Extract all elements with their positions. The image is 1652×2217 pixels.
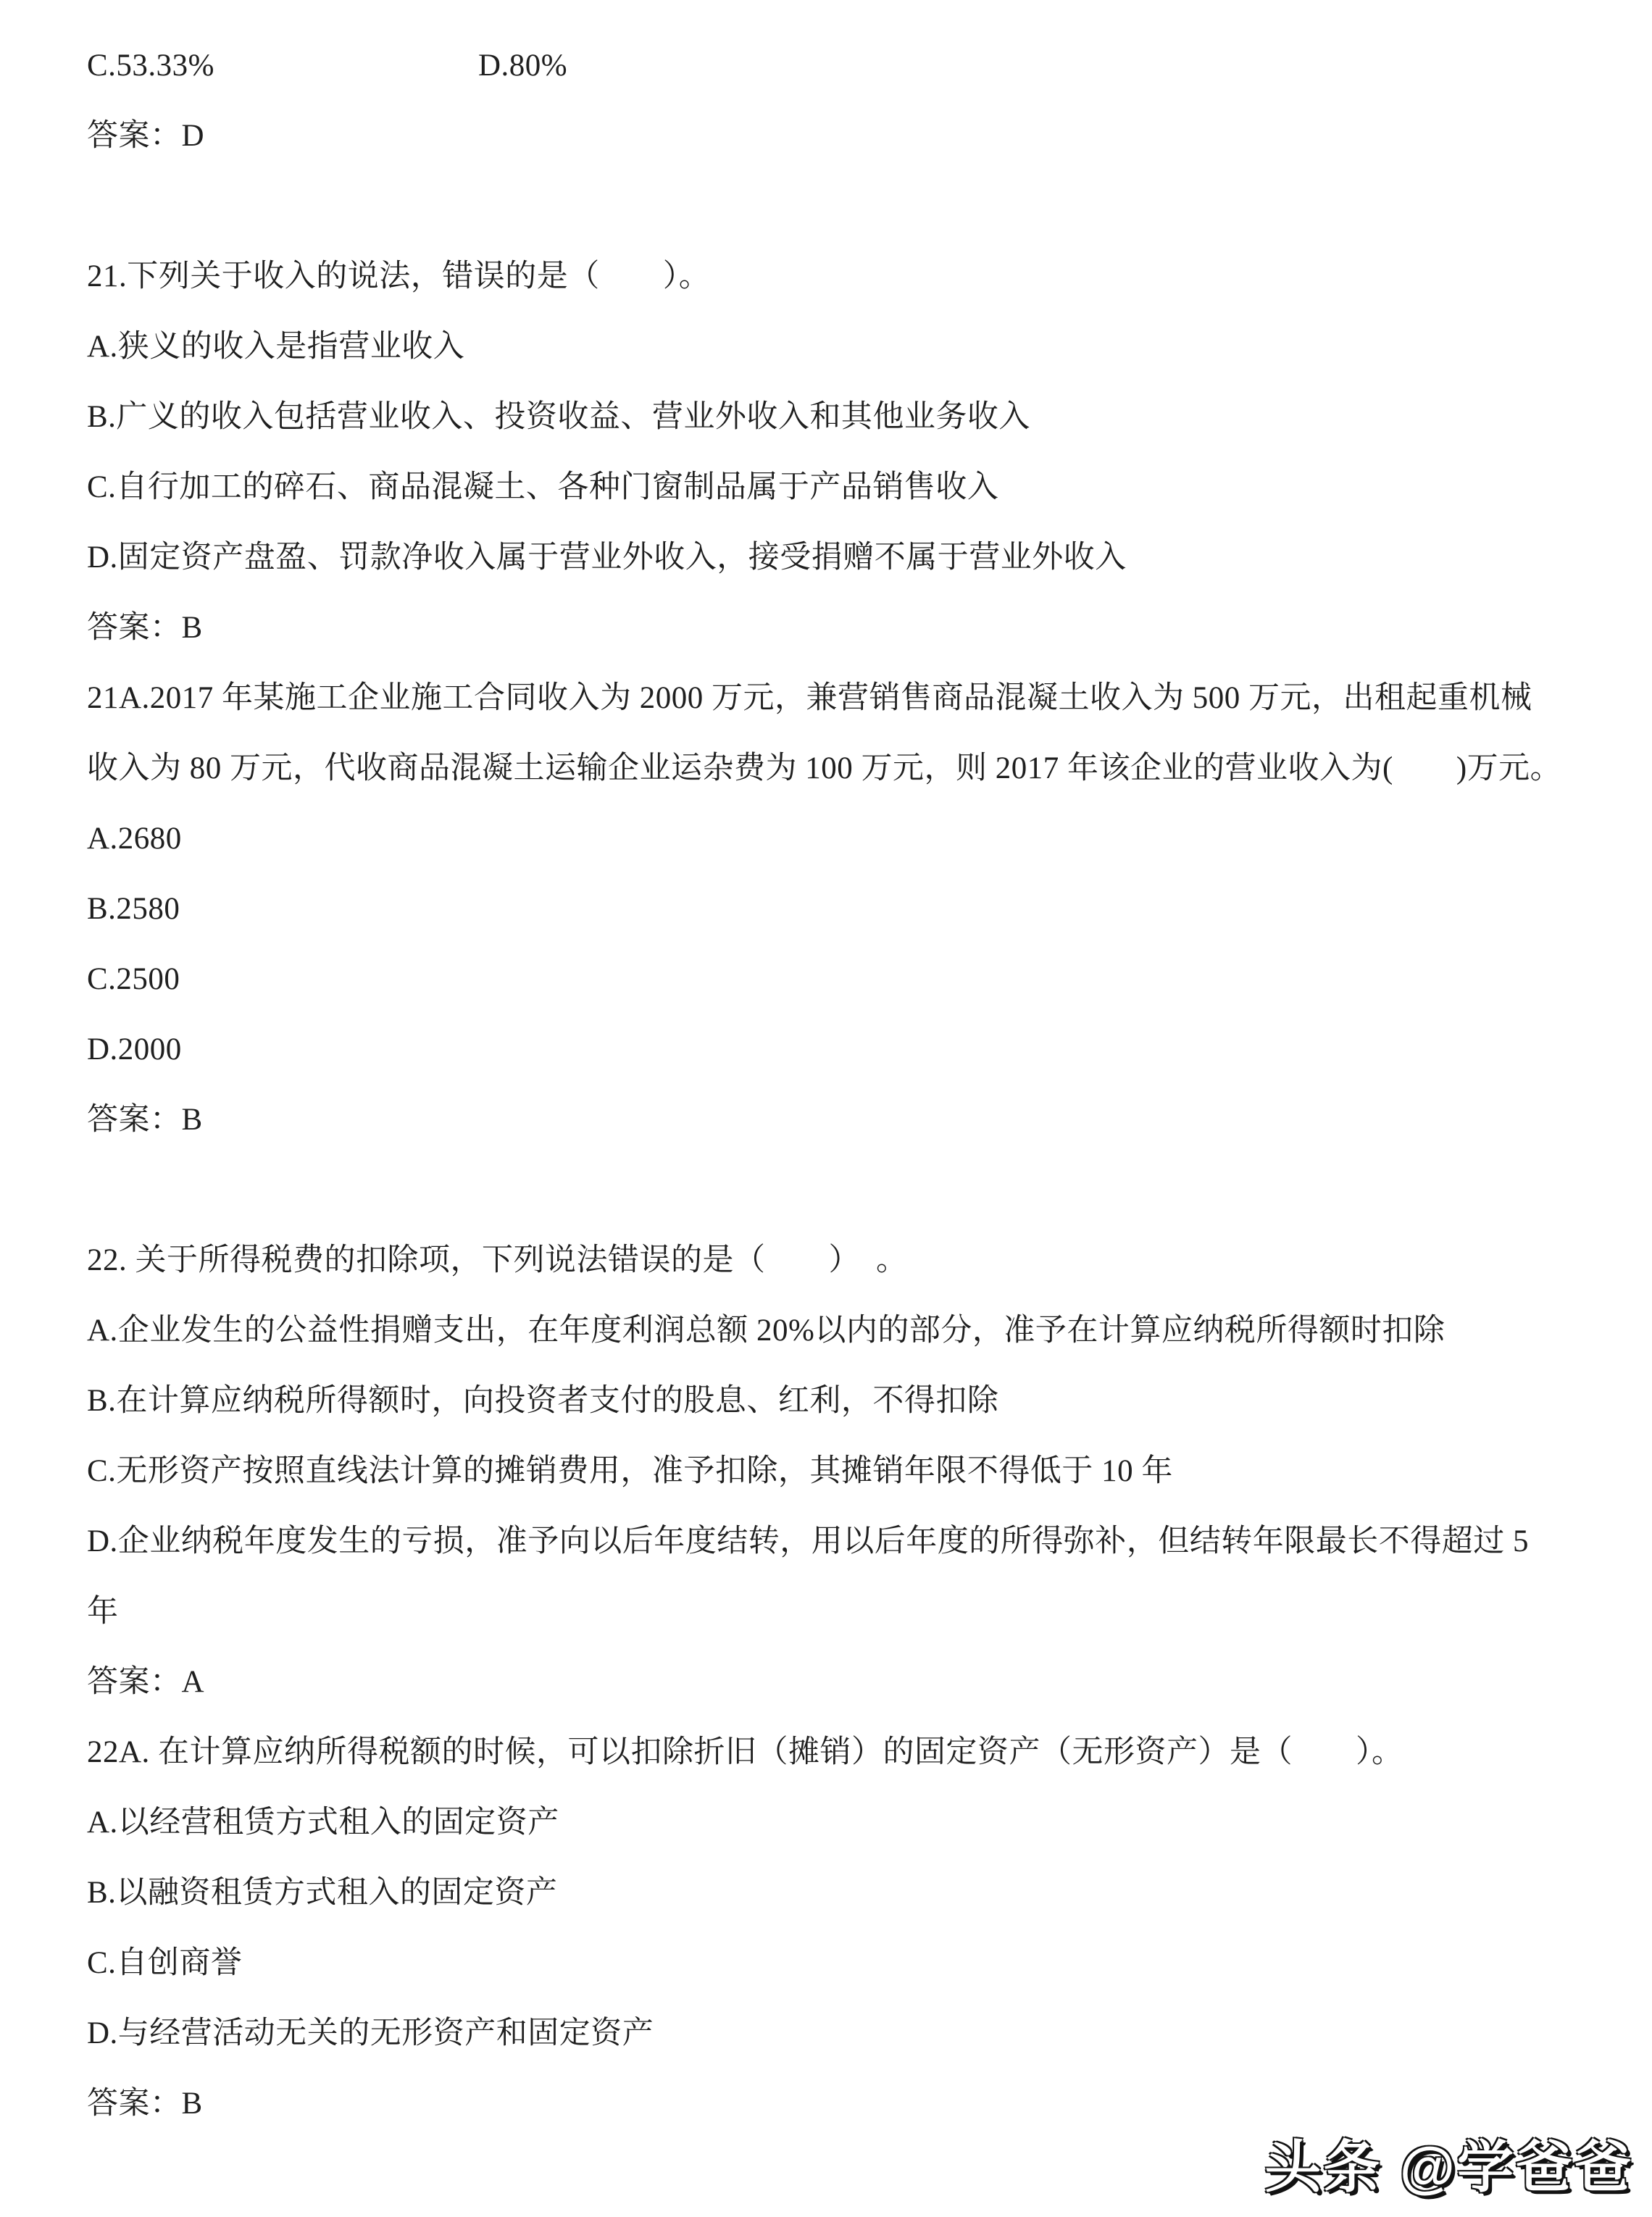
q22a-option-b: B.以融资租赁方式租入的固定资产 (87, 1876, 558, 1910)
q21a-option-b: B.2580 (87, 892, 180, 926)
q21a-stem-line-1: 21A.2017 年某施工企业施工合同收入为 2000 万元，兼营销售商品混凝土收入为 500 万元，出租起重机械 (87, 681, 1532, 715)
q22a-stem: 22A. 在计算应纳所得税额的时候，可以扣除折旧（摊销）的固定资产（无形资产）是（ ）。 (87, 1735, 1403, 1769)
q22a-option-a: A.以经营租赁方式租入的固定资产 (87, 1805, 559, 1840)
blank-line (87, 1155, 1572, 1225)
q22-option-a: A.企业发生的公益性捐赠支出，在年度利润总额 20%以内的部分，准予在计算应纳税所得额时扣除 (87, 1314, 1446, 1348)
q21-stem: 21.下列关于收入的说法，错误的是（ ）。 (87, 259, 711, 293)
q21a-option-c: C.2500 (87, 962, 180, 996)
q22-option-c: C.无形资产按照直线法计算的摊销费用，准予扣除，其摊销年限不得低于 10 年 (87, 1454, 1173, 1488)
q22-option-d-line-1: D.企业纳税年度发生的亏损，准予向以后年度结转，用以后年度的所得弥补，但结转年限最长不得超过 5 (87, 1524, 1530, 1558)
blank-line (87, 171, 1572, 241)
prev-question-options-row (87, 30, 1572, 101)
q22a-option-d: D.与经营活动无关的无形资产和固定资产 (87, 2016, 654, 2050)
toutiao-watermark: 头条 @学爸爸 (1264, 2135, 1633, 2199)
q21-option-d: D.固定资产盘盈、罚款净收入属于营业外收入，接受捐赠不属于营业外收入 (87, 540, 1127, 575)
q22-option-d-line-2: 年 (87, 1595, 119, 1629)
q21a-option-d: D.2000 (87, 1032, 182, 1066)
q21-option-b: B.广义的收入包括营业收入、投资收益、营业外收入和其他业务收入 (87, 400, 1030, 434)
q21-answer: 答案：B (87, 611, 203, 645)
q22a-answer: 答案：B (87, 2087, 203, 2121)
q21-option-c: C.自行加工的碎石、商品混凝土、各种门窗制品属于产品销售收入 (87, 470, 999, 504)
prev-question-option-d: D.80% (478, 49, 568, 83)
q21a-stem-line-2: 收入为 80 万元，代收商品混凝土运输企业运杂费为 100 万元，则 2017 年该企业的营业收入为( )万元。 (87, 751, 1562, 785)
q21a-answer: 答案：B (87, 1103, 203, 1137)
q21a-option-a: A.2680 (87, 822, 182, 856)
prev-question-answer: 答案：D (87, 119, 205, 153)
q22-option-b: B.在计算应纳税所得额时，向投资者支付的股息、红利，不得扣除 (87, 1384, 999, 1418)
q22-answer: 答案：A (87, 1665, 205, 1699)
q22a-option-c: C.自创商誉 (87, 1946, 243, 1980)
prev-question-option-c: C.53.33% (87, 49, 214, 83)
q22-stem: 22. 关于所得税费的扣除项，下列说法错误的是（ ） 。 (87, 1243, 908, 1277)
q21-option-a: A.狭义的收入是指营业收入 (87, 330, 465, 364)
